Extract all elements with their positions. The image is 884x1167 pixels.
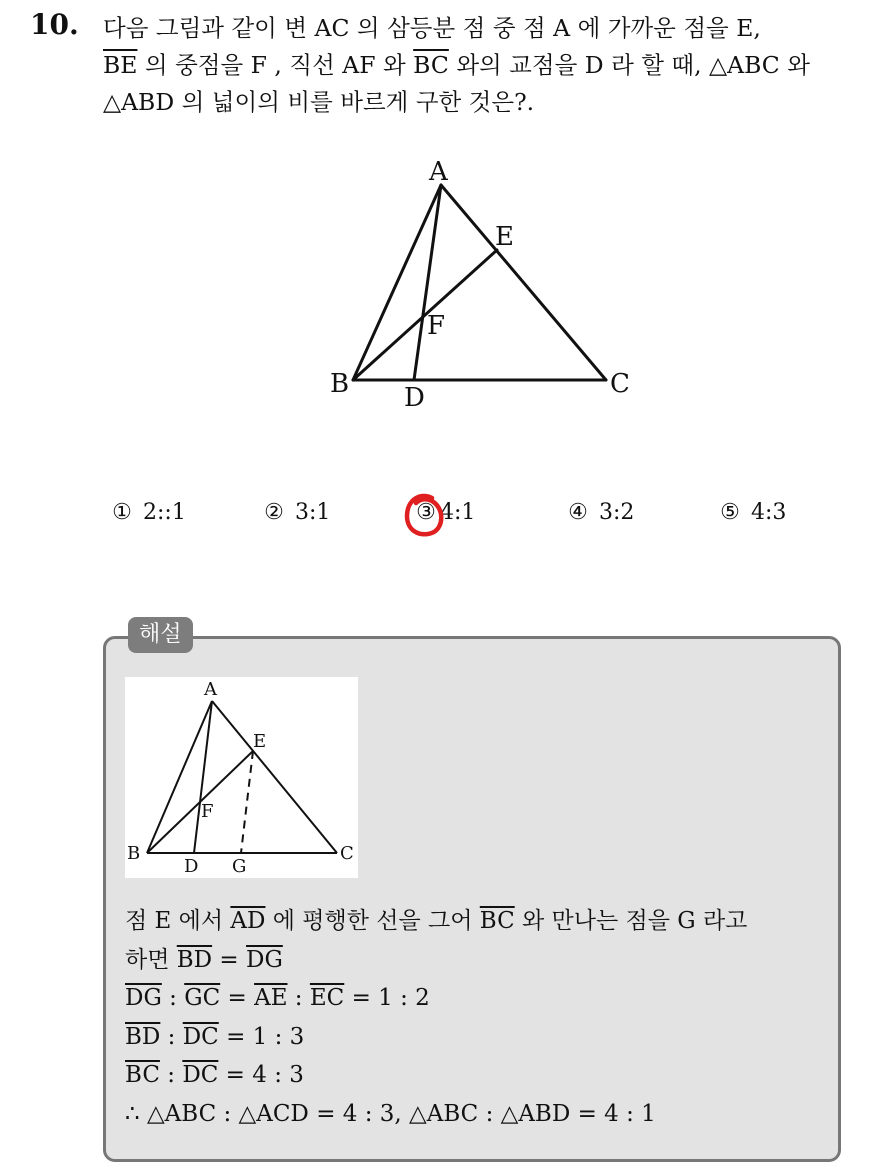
label-f: F xyxy=(427,311,446,341)
sol-label-c: C xyxy=(340,843,354,864)
choice-2-text: 3:1 xyxy=(295,500,331,525)
question-line-1: 다음 그림과 같이 변 AC 의 삼등분 점 중 점 A 에 가까운 점을 E, xyxy=(103,14,761,42)
label-d: D xyxy=(404,383,425,413)
sol1-e: 와 만나는 점을 G 라고 xyxy=(514,908,748,934)
solution-figure xyxy=(125,677,358,878)
triangle-figure xyxy=(325,150,645,420)
solution-line-2 xyxy=(125,941,747,980)
choice-1-number: ① xyxy=(112,500,132,525)
sol-label-g: G xyxy=(232,856,247,877)
segment-be: $\overline{BE}$ xyxy=(103,51,138,79)
choice-4-text: 3:2 xyxy=(599,500,635,525)
question-line-2-text-b: 와의 교점을 D 라 할 때, △ABC 와 xyxy=(448,51,810,79)
choice-5-number: ⑤ xyxy=(720,500,740,525)
question-line-3: △ABD 의 넓이의 비를 바르게 구한 것은?. xyxy=(103,88,535,116)
sol3-segment-ae: $\overline{AE}$ xyxy=(254,985,288,1011)
sol-label-b: B xyxy=(127,843,141,864)
sol5-segment-dc: $\overline{DC}$ xyxy=(182,1062,219,1088)
sol5-segment-bc: $\overline{BC}$ xyxy=(125,1062,160,1088)
sol2-a: 하면 xyxy=(125,946,177,973)
label-c: C xyxy=(610,369,630,399)
choice-4-number: ④ xyxy=(568,500,588,525)
solution-line-6: ∴ △ABC : △ACD = 4 : 3, △ABC : △ABD = 4 : 1 xyxy=(125,1100,656,1127)
question-number: 10. xyxy=(30,8,79,41)
solution-line-1 xyxy=(125,902,747,941)
choice-2[interactable] xyxy=(260,500,330,525)
sol2-segment-dg: $\overline{DG}$ xyxy=(246,946,283,973)
sol3-segment-gc: $\overline{GC}$ xyxy=(184,985,221,1011)
sol3-b: : xyxy=(161,985,185,1011)
solution-line-4 xyxy=(125,1018,747,1057)
solution-tag: 해설 xyxy=(128,617,193,653)
line-be xyxy=(353,250,497,380)
sol4-segment-bd: $\overline{BD}$ xyxy=(125,1023,161,1050)
label-e: E xyxy=(495,222,514,252)
sol5-d: = 4 : 3 xyxy=(218,1062,304,1088)
sol3-h: = 1 : 2 xyxy=(344,985,430,1011)
sol3-segment-dg: $\overline{DG}$ xyxy=(125,985,162,1011)
solution-line-5 xyxy=(125,1056,747,1095)
sol3-segment-ec: $\overline{EC}$ xyxy=(309,985,345,1011)
choice-5[interactable] xyxy=(716,500,786,525)
choice-5-text: 4:3 xyxy=(751,500,787,525)
choice-4[interactable] xyxy=(564,500,634,525)
segment-bc: $\overline{BC}$ xyxy=(413,51,449,79)
choice-3-text: 4:1 xyxy=(440,500,476,525)
sol1-a: 점 E 에서 xyxy=(125,908,231,934)
sol-label-f: F xyxy=(201,801,214,822)
question-line-2-text-a: 의 중점을 F , 직선 AF 와 xyxy=(137,51,414,79)
solution-line-3 xyxy=(125,979,747,1018)
sol3-f: : xyxy=(287,985,310,1011)
choice-1[interactable] xyxy=(108,500,186,525)
choice-3-number: ③ xyxy=(416,500,436,525)
label-a: A xyxy=(429,157,448,187)
sol4-d: = 1 : 3 xyxy=(218,1023,305,1050)
choice-1-text: 2::1 xyxy=(143,500,186,525)
question-line-2 xyxy=(103,47,873,84)
sol5-b: : xyxy=(159,1062,183,1088)
sol1-segment-ad: $\overline{AD}$ xyxy=(230,908,266,934)
sol4-segment-dc: $\overline{DC}$ xyxy=(182,1023,219,1050)
label-b: B xyxy=(330,369,350,399)
sol-label-a: A xyxy=(204,679,217,700)
answer-circle-mark xyxy=(402,490,450,542)
question-text xyxy=(103,10,873,121)
sol-label-d: D xyxy=(184,856,199,877)
sol1-segment-bc: $\overline{BC}$ xyxy=(479,908,515,934)
sol4-b: : xyxy=(160,1023,183,1050)
sol2-c: = xyxy=(212,946,246,973)
choice-2-number: ② xyxy=(264,500,284,525)
solution-text xyxy=(125,902,747,1133)
sol2-segment-bd: $\overline{BD}$ xyxy=(176,946,213,973)
sol3-d: = xyxy=(220,985,255,1011)
sol1-c: 에 평행한 선을 그어 xyxy=(265,908,480,934)
side-ac xyxy=(441,185,606,380)
sol-label-e: E xyxy=(253,731,267,752)
